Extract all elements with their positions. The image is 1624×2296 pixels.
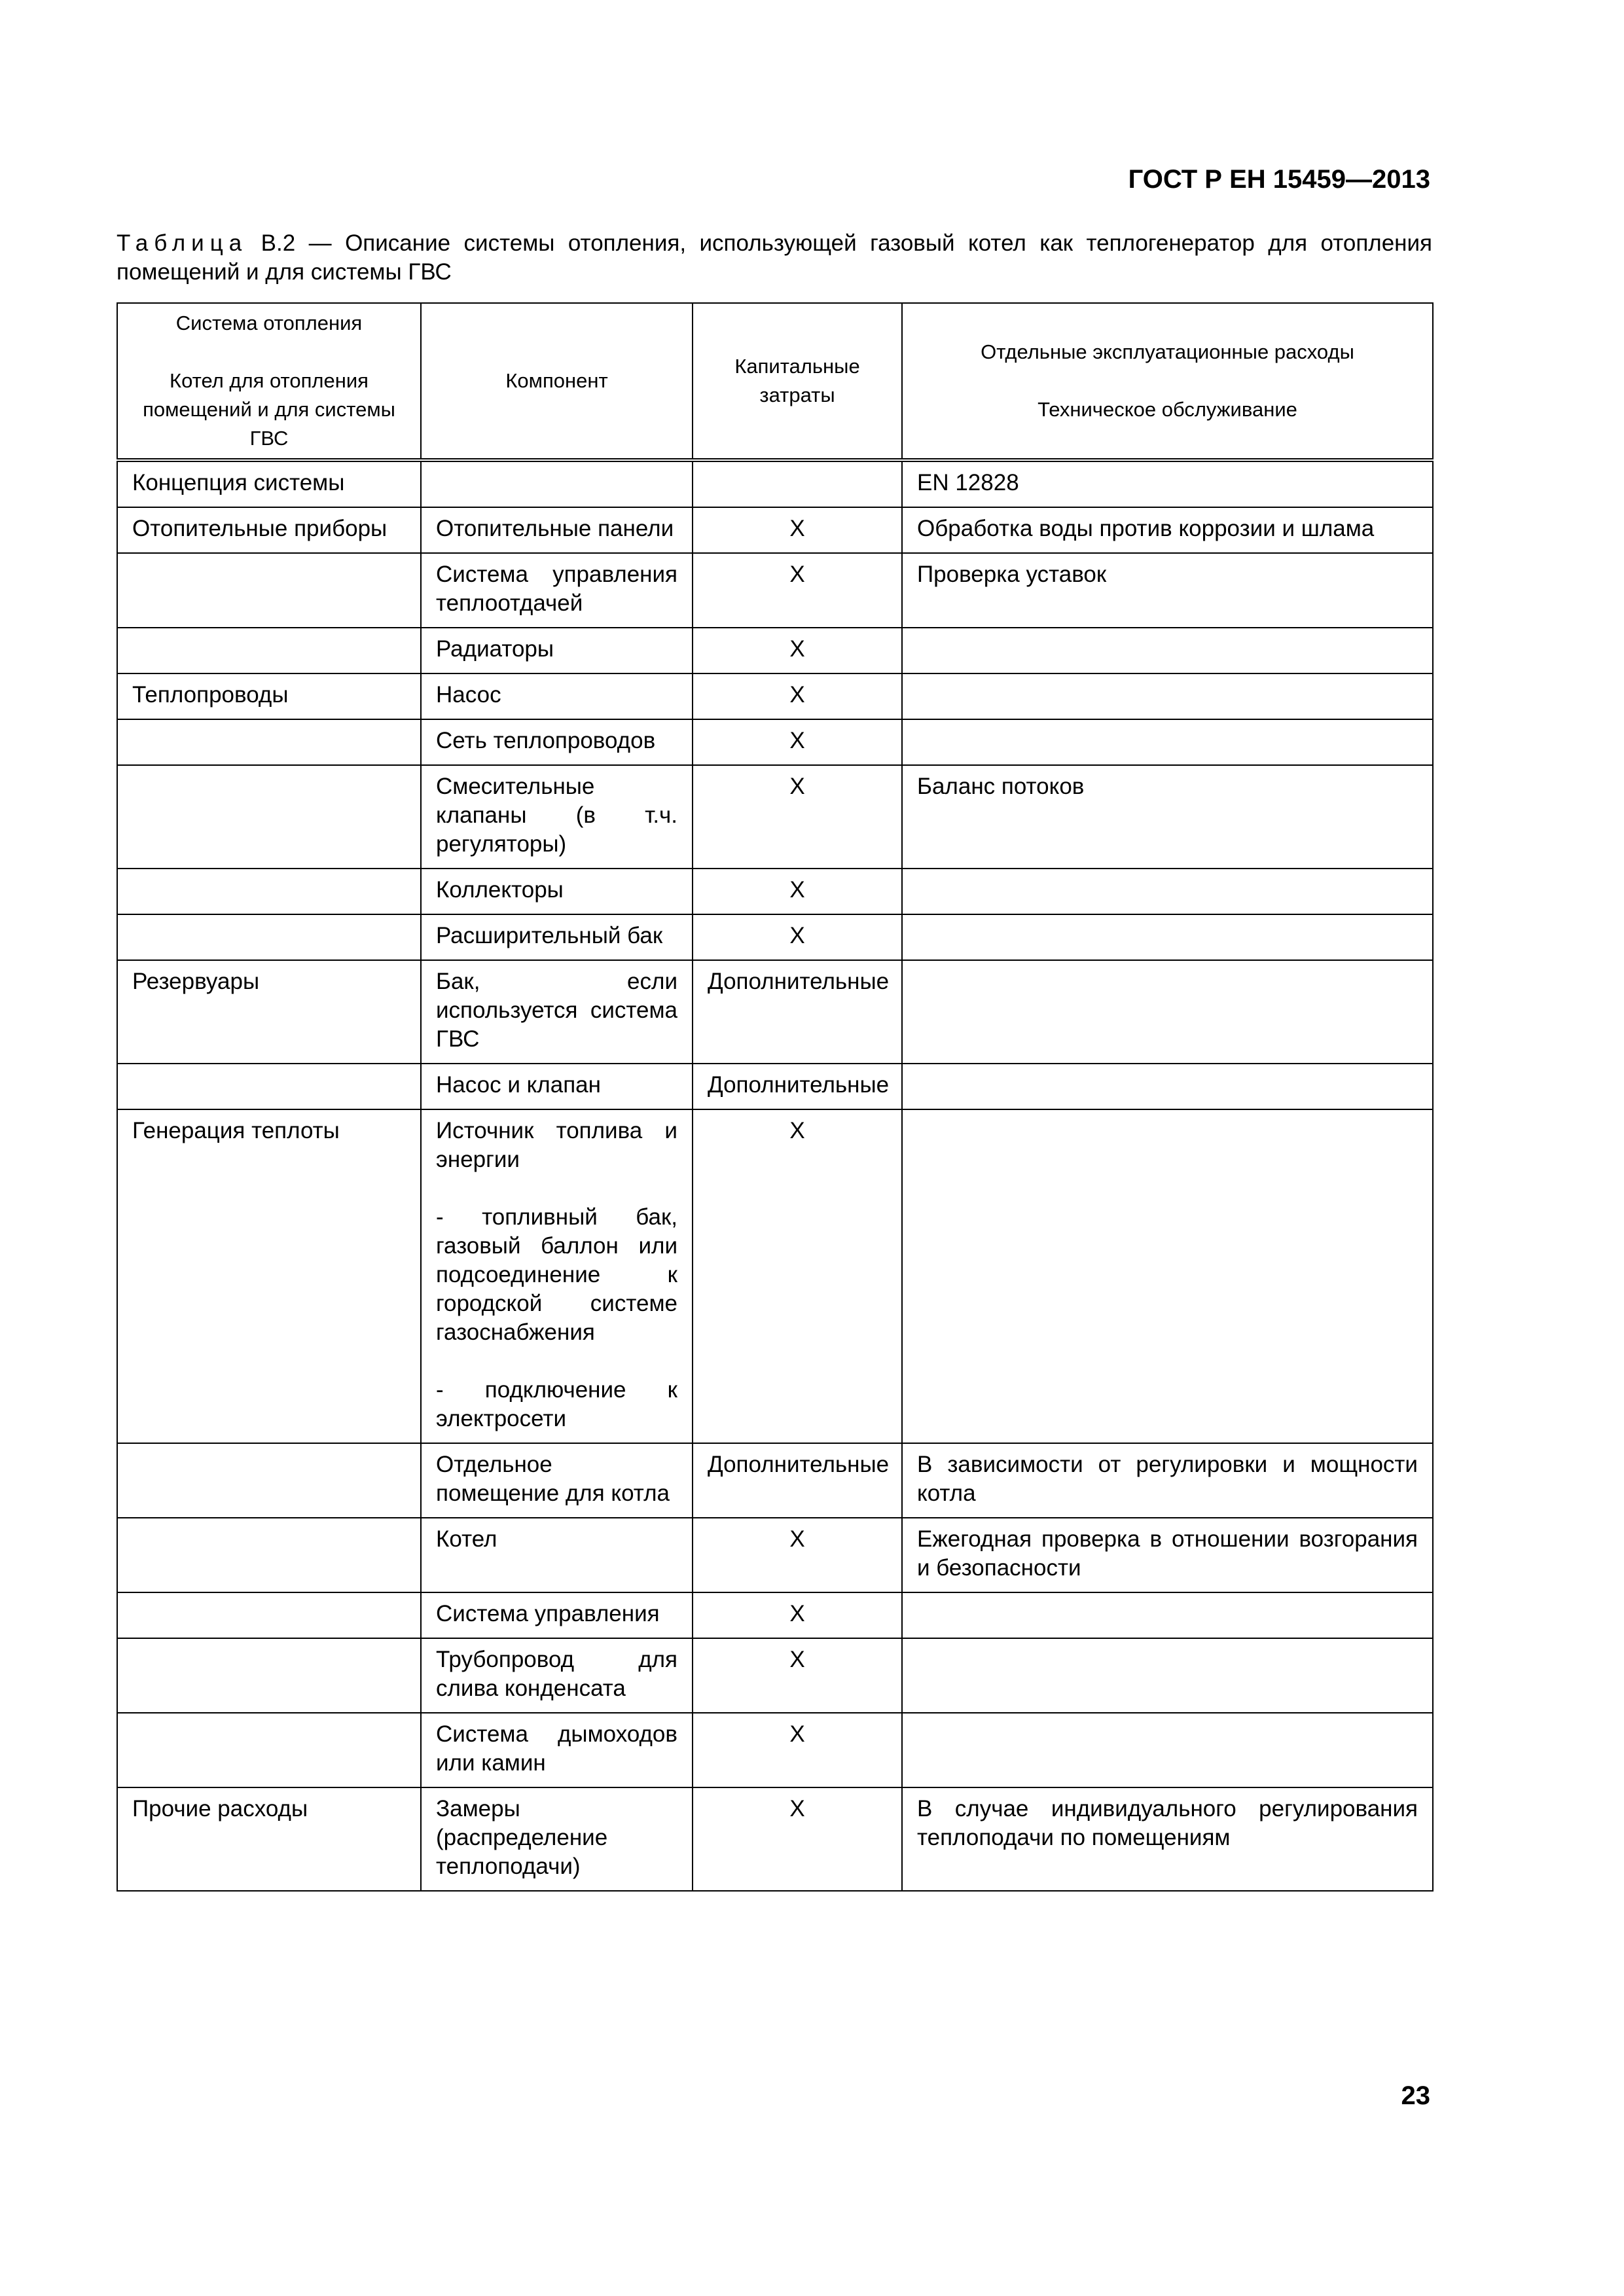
cell-operating: [902, 1064, 1433, 1109]
cell-operating: [902, 673, 1433, 719]
cell-system: Генерация теплоты: [117, 1109, 421, 1443]
cell-operating: [902, 1638, 1433, 1713]
cell-capital: X: [693, 553, 902, 628]
cell-component: Бак, если используется система ГВС: [421, 960, 693, 1064]
component-subitem: - подключение к электросети: [436, 1377, 677, 1431]
table-row: [117, 1518, 1433, 1592]
cell-component: Система управления: [421, 1592, 693, 1638]
cell-operating: [902, 1592, 1433, 1638]
cell-capital: X: [693, 1592, 902, 1638]
cell-capital: X: [693, 719, 902, 765]
table-row: [117, 1638, 1433, 1713]
header-component: Компонент: [421, 303, 693, 460]
cell-system: [117, 1638, 421, 1713]
table-caption-text: В.2 — Описание системы отопления, использующей газовый котел как теплогенератор для отопления помещений и для системы ГВС: [117, 230, 1432, 285]
cell-operating: [902, 719, 1433, 765]
header-operating-costs: [902, 303, 1433, 460]
cell-operating: [902, 960, 1433, 1064]
page-number: 23: [1401, 2081, 1430, 2110]
cell-system: [117, 719, 421, 765]
cell-component: Расширительный бак: [421, 914, 693, 960]
cell-component: Сеть теплопроводов: [421, 719, 693, 765]
cell-operating: В случае индивидуального регулирования теплоподачи по помещениям: [902, 1787, 1433, 1891]
table-row: [117, 628, 1433, 673]
cell-capital: X: [693, 628, 902, 673]
cell-capital: X: [693, 765, 902, 869]
table-row: [117, 1443, 1433, 1518]
header-heating-system-title: Система отопления: [175, 312, 363, 334]
cell-component: Радиаторы: [421, 628, 693, 673]
cell-capital: X: [693, 507, 902, 553]
cell-system: [117, 553, 421, 628]
cell-system: [117, 628, 421, 673]
cell-component: [421, 1109, 693, 1443]
cell-component: Смесительные клапаны (в т.ч. регуляторы): [421, 765, 693, 869]
cell-operating: [902, 914, 1433, 960]
cell-operating: [902, 869, 1433, 914]
cell-operating: Обработка воды против коррозии и шлама: [902, 507, 1433, 553]
cell-component: Отопительные панели: [421, 507, 693, 553]
cell-capital: X: [693, 1109, 902, 1443]
cell-system: Отопительные приборы: [117, 507, 421, 553]
table-row: [117, 765, 1433, 869]
table-row: [117, 869, 1433, 914]
header-maintenance-subtitle: Техническое обслуживание: [1038, 398, 1297, 421]
component-subitem: - топливный бак, газовый баллон или подсоединение к городской системе газоснабжения: [436, 1204, 677, 1345]
cell-component: Коллекторы: [421, 869, 693, 914]
cell-system: [117, 869, 421, 914]
table-row: [117, 1064, 1433, 1109]
cell-capital: X: [693, 673, 902, 719]
table-caption: [117, 229, 1432, 287]
cell-capital: [693, 460, 902, 507]
heating-system-table: [117, 302, 1434, 1892]
cell-operating: В зависимости от регулировки и мощности котла: [902, 1443, 1433, 1518]
table-row: [117, 1713, 1433, 1787]
cell-component: Замеры (распределение теплоподачи): [421, 1787, 693, 1891]
header-operating-costs-title: Отдельные эксплуатационные расходы: [981, 340, 1354, 363]
cell-component: Насос: [421, 673, 693, 719]
cell-capital: Дополнительные: [693, 1443, 902, 1518]
table-row: [117, 1592, 1433, 1638]
cell-capital: X: [693, 1713, 902, 1787]
table-row: [117, 719, 1433, 765]
table-row: [117, 914, 1433, 960]
header-capital-costs: Капитальные затраты: [693, 303, 902, 460]
cell-capital: X: [693, 1787, 902, 1891]
cell-component: Система управления теплоотдачей: [421, 553, 693, 628]
cell-component: Система дымоходов или камин: [421, 1713, 693, 1787]
cell-capital: Дополнительные: [693, 960, 902, 1064]
cell-system: [117, 765, 421, 869]
cell-system: Концепция системы: [117, 460, 421, 507]
cell-operating: [902, 1109, 1433, 1443]
table-caption-lead: Таблица: [117, 230, 248, 256]
cell-system: [117, 1064, 421, 1109]
cell-operating: Баланс потоков: [902, 765, 1433, 869]
table-row: [117, 1109, 1433, 1443]
cell-component: Трубопровод для слива конденсата: [421, 1638, 693, 1713]
document-code: ГОСТ Р ЕН 15459—2013: [1128, 165, 1430, 194]
table-row: [117, 1787, 1433, 1891]
cell-operating: Проверка уставок: [902, 553, 1433, 628]
cell-operating: Ежегодная проверка в отношении возгорания и безопасности: [902, 1518, 1433, 1592]
table-row: [117, 673, 1433, 719]
cell-system: [117, 1713, 421, 1787]
cell-operating: [902, 1713, 1433, 1787]
cell-capital: X: [693, 1518, 902, 1592]
cell-operating: [902, 628, 1433, 673]
cell-system: Теплопроводы: [117, 673, 421, 719]
cell-capital: Дополнительные: [693, 1064, 902, 1109]
cell-operating: EN 12828: [902, 460, 1433, 507]
cell-capital: X: [693, 914, 902, 960]
cell-capital: X: [693, 1638, 902, 1713]
cell-component: Котел: [421, 1518, 693, 1592]
table-header-row: [117, 303, 1433, 460]
cell-system: Резервуары: [117, 960, 421, 1064]
cell-component: [421, 460, 693, 507]
cell-system: [117, 1592, 421, 1638]
table-row: [117, 553, 1433, 628]
component-text: Источник топлива и энергии: [436, 1118, 677, 1172]
cell-system: [117, 914, 421, 960]
table-row: [117, 960, 1433, 1064]
cell-system: [117, 1518, 421, 1592]
header-heating-system: [117, 303, 421, 460]
cell-system: Прочие расходы: [117, 1787, 421, 1891]
cell-component: Отдельное помещение для котла: [421, 1443, 693, 1518]
header-heating-system-subtitle: Котел для отопления помещений и для системы ГВС: [143, 369, 395, 450]
cell-capital: X: [693, 869, 902, 914]
table-row: [117, 460, 1433, 507]
cell-system: [117, 1443, 421, 1518]
cell-component: Насос и клапан: [421, 1064, 693, 1109]
table-row: [117, 507, 1433, 553]
